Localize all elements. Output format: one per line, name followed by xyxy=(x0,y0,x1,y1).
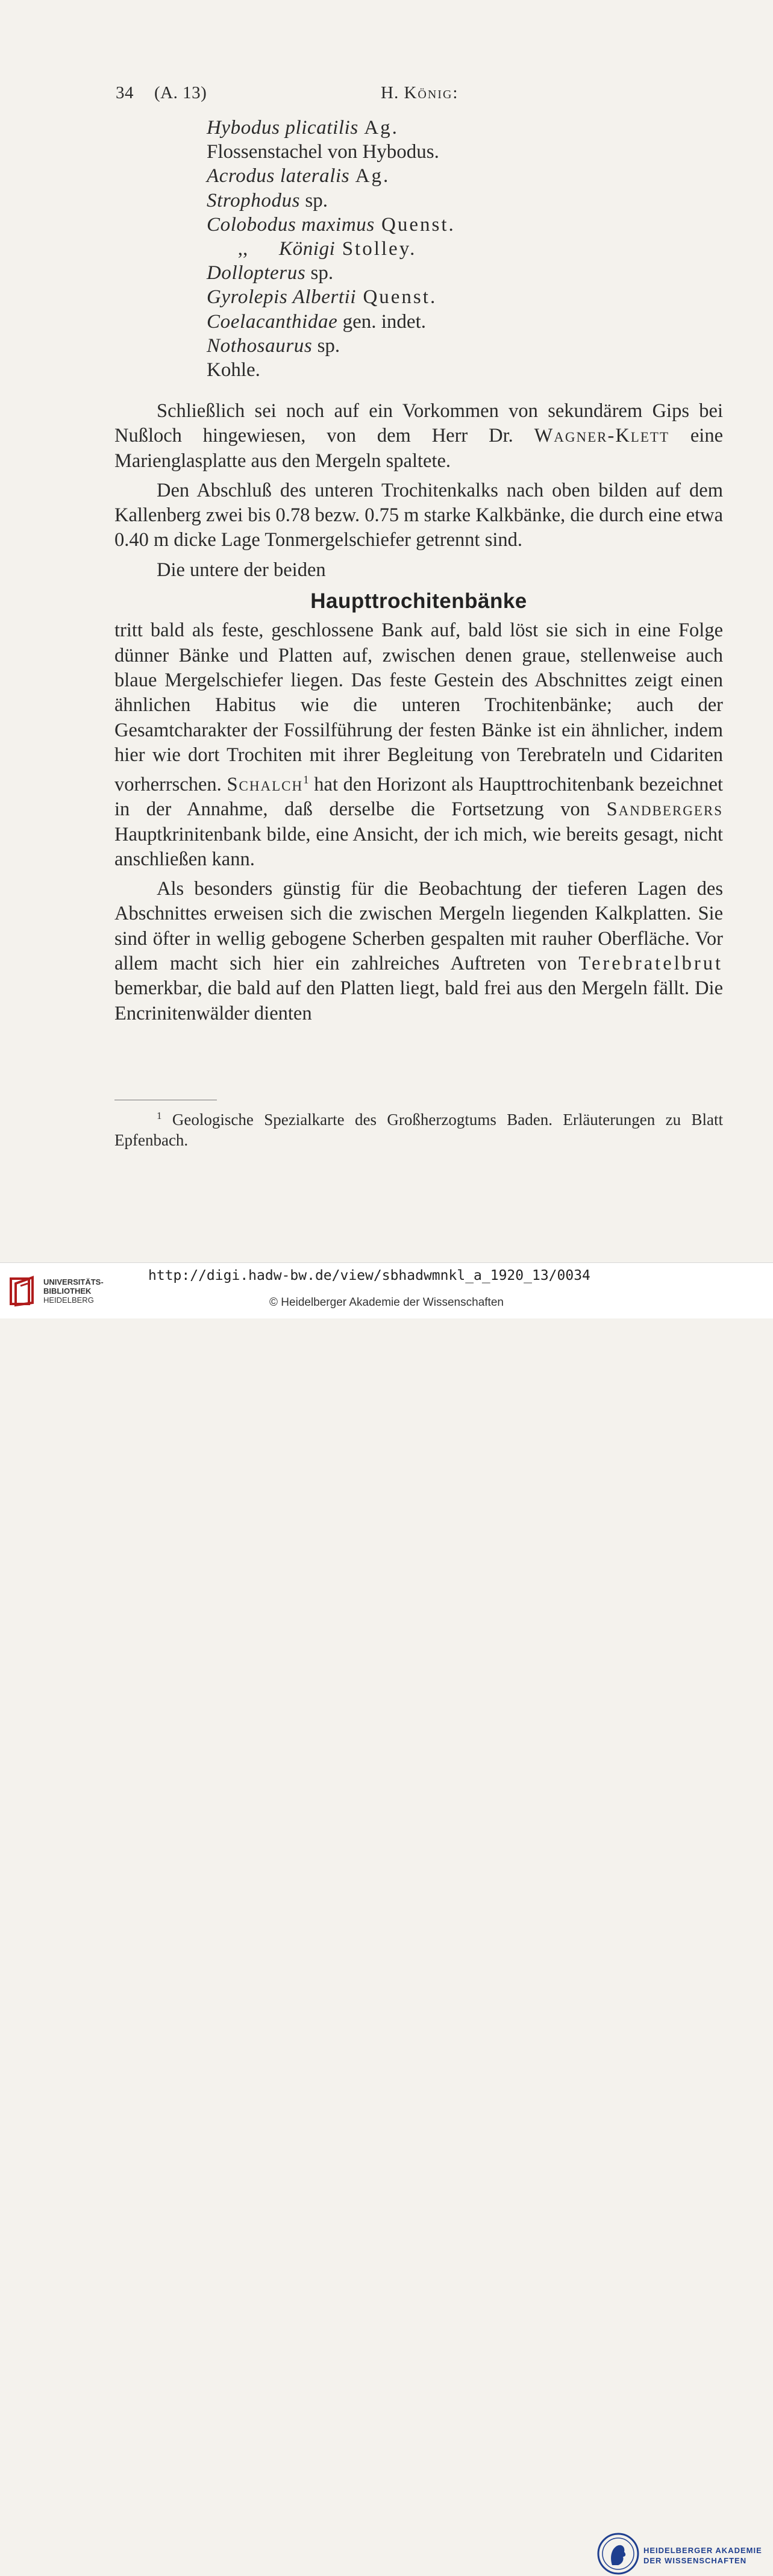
species-item: Nothosaurus sp. xyxy=(207,334,340,357)
copyright-notice: © Heidelberger Akademie der Wissenschaften xyxy=(269,1296,504,1309)
species-item: Hybodus plicatilis Ag. xyxy=(207,117,399,139)
species-item: Flossenstachel von Hybodus. xyxy=(207,141,439,163)
paragraph: Schließlich sei noch auf ein Vorkommen von sekundärem Gips bei Nußloch hingewiesen, von dem Herr Dr. Wagner-Klett eine Marienglasplatte aus den Mergeln spaltete. xyxy=(114,400,724,472)
ditto-mark: ,, xyxy=(237,238,248,260)
species-item: Gyrolepis Albertii Quenst. xyxy=(207,286,437,309)
species-item: Colobodus maximus Quenst. xyxy=(207,213,455,236)
emphasized-term: Terebratelbrut xyxy=(578,953,723,975)
footnote: $^1$ Geologische Spezialkarte des Großherzogtums Baden. Erläuterungen zu Blatt Epfenbach. xyxy=(114,1110,723,1149)
body-text xyxy=(114,399,723,1031)
species-list xyxy=(207,116,455,382)
page-number: 34 xyxy=(116,83,134,102)
permalink-url[interactable]: http://digi.hadw-bw.de/view/sbhadwmnkl_a_1920_13/0034 xyxy=(148,1268,590,1283)
university-library-name: UNIVERSITÄTS- BIBLIOTHEK HEIDELBERG xyxy=(43,1277,104,1305)
footnote-reference: 1 xyxy=(303,774,309,787)
paragraph: Die untere der beiden xyxy=(157,559,326,581)
person-name: Sandbergers xyxy=(606,798,723,821)
paragraph: Den Abschluß des unteren Trochitenkalks nach oben bilden auf dem Kallenberg zwei bis 0.78 bezw. 0.75 m starke Kalkbänke, die durch eine etwa 0.40 m dicke Lage Tonmergelschiefer getrennt sind. xyxy=(114,479,723,551)
species-item: Coelacanthidae gen. indet. xyxy=(207,310,426,333)
person-name: Wagner-Klett xyxy=(534,425,669,447)
footnote-mark: 1 xyxy=(157,1110,162,1121)
section-reference: (A. 13) xyxy=(154,83,207,102)
author-name: H. König: xyxy=(381,83,458,102)
person-name: Schalch xyxy=(227,773,304,795)
academy-seal-icon xyxy=(596,2531,640,2576)
species-item: Strophodus sp. xyxy=(207,189,328,212)
species-item: ,, Königi Stolley. xyxy=(207,237,455,261)
academy-name: HEIDELBERGER AKADEMIE DER WISSENSCHAFTEN xyxy=(643,2546,762,2565)
scanned-page xyxy=(0,0,773,1262)
species-item: Acrodus lateralis Ag. xyxy=(207,165,390,187)
species-item: Dollopterus sp. xyxy=(207,262,334,284)
paragraph: tritt bald als feste, geschlossene Bank auf, bald löst sie sich in eine Folge dünner Bänke und Platten auf, zwischen denen graue, stellenweise auch blaue Mergelschiefer liegen. Das feste Gestein des Abschnittes zeigt einen ähnlichen Habitus wie die unteren Trochitenbänke; auch der Gesamtcharakter der Fossilführung der festen Bänke ist ein ähnlicher, indem hier wie dort Trochiten mit ihrer Begleitung von Terebrateln und Cidariten vorherrschen. Schalch$^1$ hat den Horizont als Haupttrochitenbank bezeichnet in der Annahme, daß derselbe die Fortsetzung von Sandbergers Hauptkrinitenbank bilde, eine Ansicht, der ich mich, wie bereits gesagt, nicht anschließen kann. xyxy=(114,619,723,870)
paragraph: Als besonders günstig für die Beobachtung der tieferen Lagen des Abschnittes erweisen sich die zwischen Mergeln liegenden Kalkplatten. Sie sind öfter in wellig gebogene Scherben gespalten mit rauher Oberfläche. Vor allem macht sich hier ein zahlreiches Auftreten von Terebratelbrut bemerkbar, die bald auf den Platten liegt, bald frei aus den Mergeln fällt. Die Encrinitenwälder dienten xyxy=(114,878,723,1024)
species-item: Kohle. xyxy=(207,359,260,381)
section-heading: Haupttrochitenbänke xyxy=(310,589,527,613)
